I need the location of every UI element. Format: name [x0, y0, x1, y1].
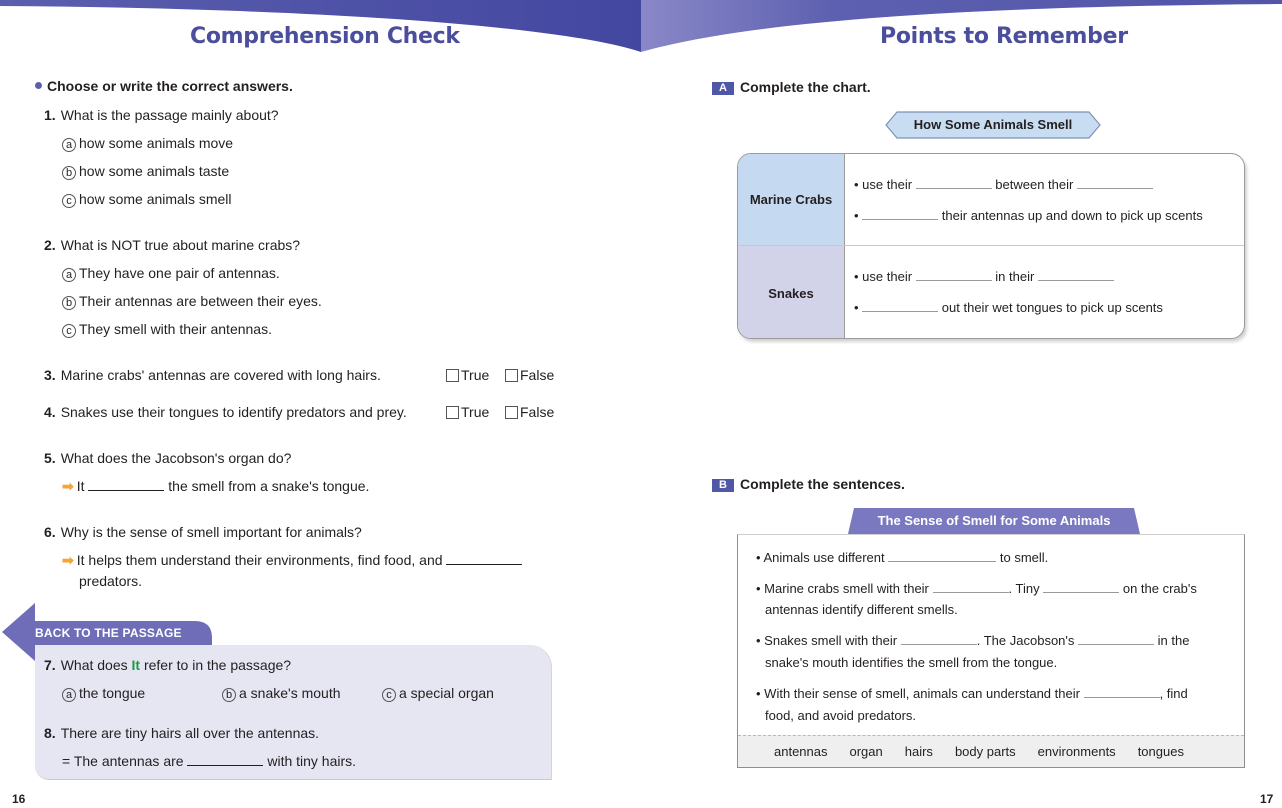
chart-title-banner: How Some Animals Smell — [885, 111, 1101, 139]
sentence-4: • With their sense of smell, animals can understand their , find — [756, 686, 1188, 701]
page-number-right: 17 — [1260, 792, 1274, 806]
snakes-line-1: • use their in their — [854, 269, 1114, 284]
snakes-blank-2[interactable] — [1038, 269, 1114, 281]
q6-answer-blank[interactable] — [446, 553, 522, 565]
section-b-badge: B — [712, 479, 734, 492]
checkbox-icon[interactable] — [505, 369, 518, 382]
s2-blank-2[interactable] — [1043, 581, 1119, 593]
sentences-box — [737, 534, 1245, 768]
circled-c-icon: c — [62, 194, 76, 208]
sentence-4-line2: food, and avoid predators. — [765, 708, 917, 723]
q7-option-c[interactable]: c a special organ — [382, 685, 494, 702]
circled-b-icon: b — [222, 688, 236, 702]
circled-a-icon: a — [62, 688, 76, 702]
crabs-blank-1[interactable] — [916, 177, 992, 189]
chart-row-marine-crabs — [738, 154, 1244, 246]
question-3: 3. Marine crabs' antennas are covered with long hairs. — [44, 367, 381, 383]
snakes-blank-3[interactable] — [862, 300, 938, 312]
crabs-line-2: • their antennas up and down to pick up scents — [854, 208, 1203, 223]
q2-option-c[interactable]: c They smell with their antennas. — [62, 321, 272, 338]
row-label-snakes: Snakes — [738, 246, 845, 339]
q7-option-b[interactable]: b a snake's mouth — [222, 685, 341, 702]
word-bank — [738, 735, 1244, 767]
question-7: 7. What does It refer to in the passage? — [44, 657, 292, 673]
snakes-line-2: • out their wet tongues to pick up scents — [854, 300, 1163, 315]
s3-blank-1[interactable] — [901, 633, 977, 645]
s4-blank[interactable] — [1084, 686, 1160, 698]
page-number-left: 16 — [12, 792, 26, 806]
sentence-2: • Marine crabs smell with their . Tiny on the crab's — [756, 581, 1197, 596]
q3-true-checkbox[interactable]: True — [446, 367, 489, 383]
circled-b-icon: b — [62, 166, 76, 180]
q1-option-c[interactable]: c how some animals smell — [62, 191, 232, 208]
question-5: 5. What does the Jacobson's organ do? — [44, 450, 292, 466]
q1-option-a[interactable]: a how some animals move — [62, 135, 233, 152]
s2-blank-1[interactable] — [933, 581, 1009, 593]
s3-blank-2[interactable] — [1078, 633, 1154, 645]
row-label-marine-crabs: Marine Crabs — [738, 154, 845, 245]
question-2: 2. What is NOT true about marine crabs? — [44, 237, 301, 253]
sentence-2-line2: antennas identify different smells. — [765, 602, 958, 617]
q8-answer-blank[interactable] — [187, 754, 263, 766]
section-a-heading: A Complete the chart. — [712, 79, 871, 95]
q2-option-b[interactable]: b Their antennas are between their eyes. — [62, 293, 322, 310]
crabs-blank-2[interactable] — [1077, 177, 1153, 189]
page-title-comprehension-check: Comprehension Check — [190, 24, 460, 49]
circled-c-icon: c — [382, 688, 396, 702]
bullet-icon — [35, 82, 42, 89]
chart-row-snakes — [738, 246, 1244, 339]
arrow-right-icon: ➡ — [62, 478, 74, 494]
circled-a-icon: a — [62, 268, 76, 282]
q4-true-checkbox[interactable]: True — [446, 404, 489, 420]
q7-option-a[interactable]: a the tongue — [62, 685, 145, 702]
checkbox-icon[interactable] — [505, 406, 518, 419]
sentences-box-title-tab: The Sense of Smell for Some Animals — [848, 508, 1140, 534]
q4-false-checkbox[interactable]: False — [505, 404, 554, 420]
circled-c-icon: c — [62, 324, 76, 338]
q6-answer: ➡ It helps them understand their environments, find food, and — [62, 552, 522, 569]
q3-false-checkbox[interactable]: False — [505, 367, 554, 383]
back-to-passage-label: BACK TO THE PASSAGE — [35, 626, 182, 640]
circled-b-icon: b — [62, 296, 76, 310]
question-1: 1. What is the passage mainly about? — [44, 107, 279, 123]
q5-answer: ➡ It the smell from a snake's tongue. — [62, 478, 370, 494]
sentence-3-line2: snake's mouth identifies the smell from the tongue. — [765, 655, 1058, 670]
question-6: 6. Why is the sense of smell important for animals? — [44, 524, 362, 540]
checkbox-icon[interactable] — [446, 406, 459, 419]
q5-answer-blank[interactable] — [88, 479, 164, 491]
checkbox-icon[interactable] — [446, 369, 459, 382]
q8-answer: = The antennas are with tiny hairs. — [62, 753, 357, 769]
question-8: 8. There are tiny hairs all over the antennas. — [44, 725, 320, 741]
crabs-blank-3[interactable] — [862, 208, 938, 220]
s1-blank[interactable] — [888, 550, 996, 562]
instruction: Choose or write the correct answers. — [35, 78, 293, 94]
q6-answer-line2: predators. — [79, 573, 143, 589]
circled-a-icon: a — [62, 138, 76, 152]
word-bank-item: body parts — [954, 744, 1016, 759]
word-bank-item: tongues — [1137, 744, 1184, 759]
animals-smell-chart — [737, 153, 1245, 339]
snakes-blank-1[interactable] — [916, 269, 992, 281]
page-title-points-to-remember: Points to Remember — [880, 24, 1128, 49]
q2-option-a[interactable]: a They have one pair of antennas. — [62, 265, 280, 282]
word-bank-item: antennas — [774, 744, 828, 759]
word-bank-item: organ — [849, 744, 883, 759]
arrow-right-icon: ➡ — [62, 552, 74, 568]
q1-option-b[interactable]: b how some animals taste — [62, 163, 229, 180]
section-b-heading: B Complete the sentences. — [712, 476, 905, 492]
sentence-1: • Animals use different to smell. — [756, 550, 1049, 565]
question-4: 4. Snakes use their tongues to identify predators and prey. — [44, 404, 407, 420]
word-bank-item: environments — [1037, 744, 1116, 759]
word-bank-item: hairs — [904, 744, 933, 759]
crabs-line-1: • use their between their — [854, 177, 1153, 192]
sentence-3: • Snakes smell with their . The Jacobson's in the — [756, 633, 1190, 648]
section-a-badge: A — [712, 82, 734, 95]
